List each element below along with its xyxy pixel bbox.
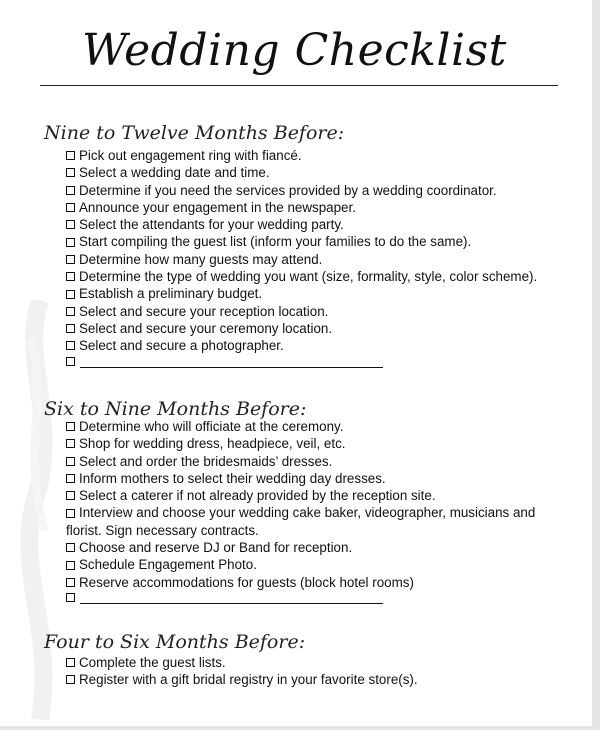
checklist-item[interactable]: Select a caterer if not already provided by the reception site.	[66, 487, 566, 504]
checkbox-icon[interactable]	[66, 255, 75, 264]
checkbox-icon[interactable]	[66, 439, 75, 448]
checklist-item[interactable]: Select and secure your reception location.	[66, 303, 566, 320]
checkbox-icon[interactable]	[66, 491, 75, 500]
checkbox-icon[interactable]	[66, 186, 75, 195]
blank-line[interactable]	[80, 591, 383, 604]
checklist-item[interactable]: Schedule Engagement Photo.	[66, 556, 566, 573]
checklist-section-2	[66, 418, 566, 604]
checklist-section-3	[66, 654, 566, 689]
checklist-item[interactable]: Start compiling the guest list (inform your families to do the same).	[66, 233, 566, 250]
checklist-item[interactable]: Select the attendants for your wedding party.	[66, 216, 566, 233]
checklist-item[interactable]: Select a wedding date and time.	[66, 164, 566, 181]
checkbox-icon[interactable]	[66, 578, 75, 587]
checklist-item[interactable]: Inform mothers to select their wedding day dresses.	[66, 470, 566, 487]
checkbox-icon[interactable]	[66, 151, 75, 160]
checkbox-icon[interactable]	[66, 593, 75, 602]
checklist-item[interactable]: Select and secure a photographer.	[66, 337, 566, 354]
checkbox-icon[interactable]	[66, 324, 75, 333]
checkbox-icon[interactable]	[66, 290, 75, 299]
checklist-item[interactable]: Shop for wedding dress, headpiece, veil, etc.	[66, 435, 566, 452]
page-bottom-shadow	[0, 726, 600, 730]
checkbox-icon[interactable]	[66, 543, 75, 552]
checklist-blank-item[interactable]	[66, 591, 566, 604]
checklist-item[interactable]: Register with a gift bridal registry in your favorite store(s).	[66, 671, 566, 688]
checkbox-icon[interactable]	[66, 168, 75, 177]
checkbox-icon[interactable]	[66, 238, 75, 247]
checklist-item[interactable]: Determine the type of wedding you want (size, formality, style, color scheme).	[66, 268, 566, 285]
checklist-item[interactable]: Select and order the bridesmaids’ dresses.	[66, 453, 566, 470]
checklist-item[interactable]: Complete the guest lists.	[66, 654, 566, 671]
section-heading-nine-to-twelve: Nine to Twelve Months Before:	[44, 122, 345, 144]
blank-line[interactable]	[80, 355, 383, 368]
checklist-blank-item[interactable]	[66, 355, 566, 368]
checklist-item[interactable]: Choose and reserve DJ or Band for reception.	[66, 539, 566, 556]
checkbox-icon[interactable]	[66, 220, 75, 229]
page-edge-shadow	[592, 0, 600, 730]
checklist-item[interactable]: Establish a preliminary budget.	[66, 285, 566, 302]
checkbox-icon[interactable]	[66, 509, 75, 518]
checklist-item[interactable]: Determine who will officiate at the ceremony.	[66, 418, 566, 435]
checkbox-icon[interactable]	[66, 675, 75, 684]
checkbox-icon[interactable]	[66, 474, 75, 483]
checkbox-icon[interactable]	[66, 341, 75, 350]
section-heading-four-to-six: Four to Six Months Before:	[44, 631, 306, 653]
checkbox-icon[interactable]	[66, 307, 75, 316]
checkbox-icon[interactable]	[66, 357, 75, 366]
checkbox-icon[interactable]	[66, 457, 75, 466]
checklist-item[interactable]: Determine how many guests may attend.	[66, 251, 566, 268]
checkbox-icon[interactable]	[66, 561, 75, 570]
title-underline	[40, 85, 558, 86]
checklist-section-1	[66, 147, 566, 368]
checkbox-icon[interactable]	[66, 272, 75, 281]
checklist-item[interactable]: Determine if you need the services provided by a wedding coordinator.	[66, 182, 566, 199]
checkbox-icon[interactable]	[66, 658, 75, 667]
section-heading-six-to-nine: Six to Nine Months Before:	[44, 398, 307, 420]
checklist-item[interactable]: Announce your engagement in the newspaper.	[66, 199, 566, 216]
checklist-item[interactable]: Interview and choose your wedding cake baker, videographer, musicians and florist. Sign necessary contracts.	[66, 505, 536, 538]
checkbox-icon[interactable]	[66, 203, 75, 212]
checklist-item[interactable]: Select and secure your ceremony location.	[66, 320, 566, 337]
checklist-item[interactable]: Reserve accommodations for guests (block hotel rooms)	[66, 574, 566, 591]
checklist-item[interactable]: Pick out engagement ring with fiancé.	[66, 147, 566, 164]
document-title: Wedding Checklist	[82, 25, 507, 76]
checkbox-icon[interactable]	[66, 422, 75, 431]
